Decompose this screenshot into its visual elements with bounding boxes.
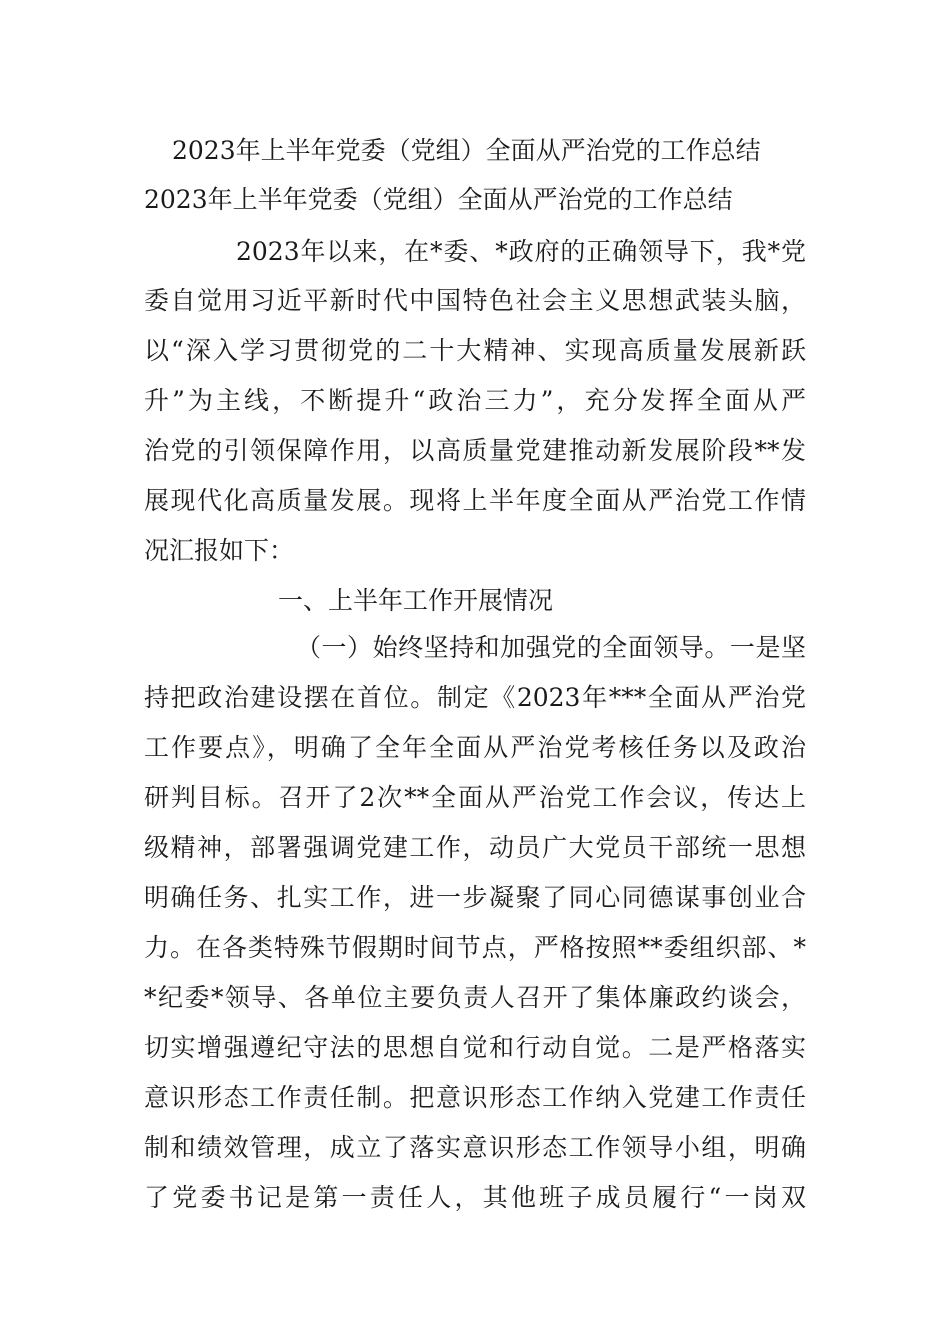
- body-line: 工作要点》，明确了全年全面从严治党考核任务以及政治: [144, 733, 806, 762]
- body-line: 持把政治建设摆在首位。制定《2023年***全面从严治党: [144, 683, 806, 712]
- body-line: 切实增强遵纪守法的思想自觉和行动自觉。二是严格落实: [144, 1033, 806, 1062]
- body-line: 研判目标。召开了2次**全面从严治党工作会议，传达上: [144, 783, 806, 812]
- body-line: 了党委书记是第一责任人，其他班子成员履行“一岗双: [144, 1183, 806, 1212]
- document-title: 2023年上半年党委（党组）全面从严治党的工作总结: [172, 136, 761, 165]
- intro-line: 升”为主线，不断提升“政治三力”，充分发挥全面从严: [144, 386, 806, 415]
- body-line: *纪委*领导、各单位主要负责人召开了集体廉政约谈会，: [144, 983, 806, 1012]
- intro-line: 况汇报如下：: [144, 536, 295, 565]
- intro-line: 以“深入学习贯彻党的二十大精神、实现高质量发展新跃: [144, 336, 806, 365]
- body-line: 明确任务、扎实工作，进一步凝聚了同心同德谋事创业合: [144, 883, 806, 912]
- intro-line: 委自觉用习近平新时代中国特色社会主义思想武装头脑，: [144, 286, 806, 315]
- body-line: 级精神，部署强调党建工作，动员广大党员干部统一思想: [144, 833, 806, 862]
- body-line: 力。在各类特殊节假期时间节点，严格按照**委组织部、*: [144, 933, 806, 962]
- body-line: （一）始终坚持和加强党的全面领导。一是坚: [296, 633, 806, 662]
- section-heading: 一、上半年工作开展情况: [278, 586, 554, 615]
- intro-line: 2023年以来，在*委、*政府的正确领导下，我*党: [236, 237, 806, 266]
- intro-line: 治党的引领保障作用，以高质量党建推动新发展阶段**发: [144, 436, 806, 465]
- body-line: 意识形态工作责任制。把意识形态工作纳入党建工作责任: [144, 1083, 806, 1112]
- intro-line: 展现代化高质量发展。现将上半年度全面从严治党工作情: [144, 486, 806, 515]
- body-line: 制和绩效管理，成立了落实意识形态工作领导小组，明确: [144, 1133, 806, 1162]
- document-subtitle: 2023年上半年党委（党组）全面从严治党的工作总结: [144, 185, 733, 214]
